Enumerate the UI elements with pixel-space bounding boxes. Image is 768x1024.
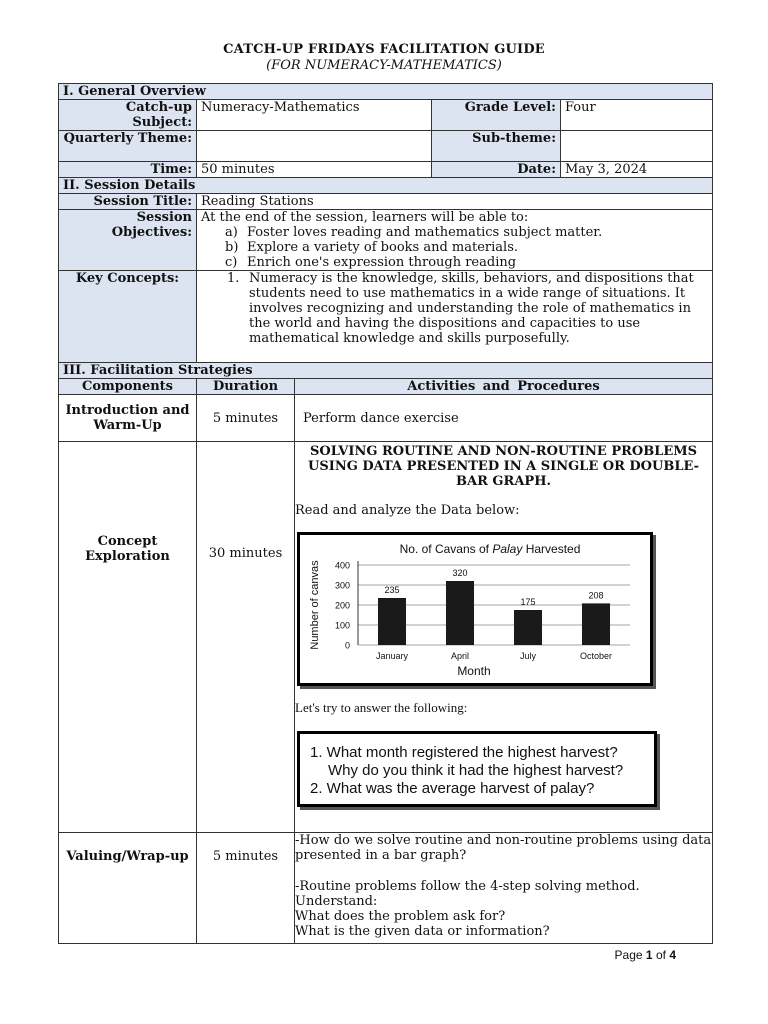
document-title: CATCH-UP FRIDAYS FACILITATION GUIDE <box>223 42 545 57</box>
harvest-chart <box>297 532 653 686</box>
subject-value: Numeracy-Mathematics <box>197 100 432 131</box>
document-subtitle: (FOR NUMERACY-MATHEMATICS) <box>266 58 502 73</box>
facilitation-guide-table <box>58 83 713 944</box>
harvest-bar-chart <box>300 535 650 683</box>
objectives-list <box>201 225 708 270</box>
data-label: 208 <box>588 590 604 601</box>
components-header: Components <box>59 379 197 395</box>
x-tick-label: April <box>450 651 470 661</box>
page-prefix: Page <box>614 948 643 962</box>
chart-title: No. of Cavans of Palay Harvested <box>399 542 581 556</box>
objective-item: c) Enrich one's expression through reading <box>225 255 517 270</box>
bar-january <box>378 598 406 645</box>
intro-duration: 5 minutes <box>197 395 295 442</box>
grade-level-value: Four <box>561 100 713 131</box>
questions-box <box>297 731 657 807</box>
duration-header: Duration <box>197 379 295 395</box>
question-2: 2. What was the average harvest of palay? <box>310 780 595 797</box>
objective-item: b) Explore a variety of books and materials. <box>225 240 518 255</box>
y-axis-label: Number of canvas <box>309 560 321 650</box>
y-tick-label: 0 <box>344 640 350 651</box>
data-label: 235 <box>384 585 400 595</box>
session-objectives-label: Session Objectives: <box>59 210 197 271</box>
objectives-intro: At the end of the session, learners will be able to: <box>201 210 529 225</box>
y-tick-label: 400 <box>334 560 350 571</box>
valuing-line: -How do we solve routine and non-routine problems using data presented in a bar graph? <box>295 833 712 863</box>
data-label: 320 <box>452 568 468 578</box>
concept-activity <box>295 442 713 833</box>
bar-october <box>582 603 610 645</box>
y-tick-label: 100 <box>334 620 350 631</box>
sub-theme-value <box>561 131 713 162</box>
valuing-component: Valuing/Wrap-up <box>59 833 197 944</box>
date-value: May 3, 2024 <box>561 162 713 178</box>
data-label: 175 <box>520 597 536 607</box>
x-tick-label: October <box>579 651 613 661</box>
section-facilitation-strategies: III. Facilitation Strategies <box>59 363 713 379</box>
grade-level-label: Grade Level: <box>432 100 561 131</box>
key-concept-item: 1. Numeracy is the knowledge, skills, behaviors, and dispositions that students need to use mathematics in a wide range of situations. It involves recognizing and understanding the role of mathematics in the world and having the dispositions and capacities to use mathematical knowledge and skills purposefully. <box>227 271 694 346</box>
quarterly-theme-value <box>197 131 432 162</box>
session-title-value: Reading Stations <box>197 194 713 210</box>
question-1-followup: Why do you think it had the highest harvest? <box>328 762 624 779</box>
sub-theme-label: Sub-theme: <box>432 131 561 162</box>
quarterly-theme-label: Quarterly Theme: <box>59 131 197 162</box>
key-concepts-label: Key Concepts: <box>59 271 197 363</box>
concept-duration: 30 minutes <box>197 442 295 833</box>
valuing-line: Understand: <box>295 894 378 909</box>
page-of: of <box>655 948 666 962</box>
y-tick-label: 300 <box>334 580 350 591</box>
date-label: Date: <box>432 162 561 178</box>
session-title-label: Session Title: <box>59 194 197 210</box>
x-tick-label: January <box>375 651 409 661</box>
session-objectives <box>197 210 713 271</box>
section-general-overview: I. General Overview <box>59 84 713 100</box>
key-concepts <box>197 271 713 363</box>
objective-item: a) Foster loves reading and mathematics subject matter. <box>225 225 603 240</box>
concept-heading: SOLVING ROUTINE AND NON-ROUTINE PROBLEMS USING DATA PRESENTED IN A SINGLE OR DOUBLE-BAR GRAPH. <box>308 444 700 489</box>
intro-component: Introduction and Warm-Up <box>59 395 197 442</box>
valuing-activity <box>295 833 713 944</box>
valuing-line: What does the problem ask for? <box>295 909 506 924</box>
x-axis-label: Month <box>457 664 491 678</box>
page-total: 4 <box>669 948 676 962</box>
activities-header: Activities and Procedures <box>295 379 713 395</box>
page-number: 1 <box>645 948 653 962</box>
try-prompt: Let's try to answer the following: <box>295 700 468 715</box>
x-tick-label: July <box>519 651 537 661</box>
y-tick-label: 200 <box>334 600 350 611</box>
section-session-details: II. Session Details <box>59 178 713 194</box>
concept-instruction: Read and analyze the Data below: <box>295 503 520 518</box>
intro-activity: Perform dance exercise <box>295 395 713 442</box>
concept-component: Concept Exploration <box>59 442 197 833</box>
question-1: 1. What month registered the highest harvest? <box>310 744 618 761</box>
page-footer <box>615 948 676 962</box>
valuing-line: What is the given data or information? <box>295 924 550 939</box>
bar-july <box>514 610 542 645</box>
subject-label: Catch-up Subject: <box>59 100 197 131</box>
time-label: Time: <box>59 162 197 178</box>
valuing-duration: 5 minutes <box>197 833 295 944</box>
time-value: 50 minutes <box>197 162 432 178</box>
bar-april <box>446 581 474 645</box>
valuing-line: -Routine problems follow the 4-step solving method. <box>295 879 640 894</box>
